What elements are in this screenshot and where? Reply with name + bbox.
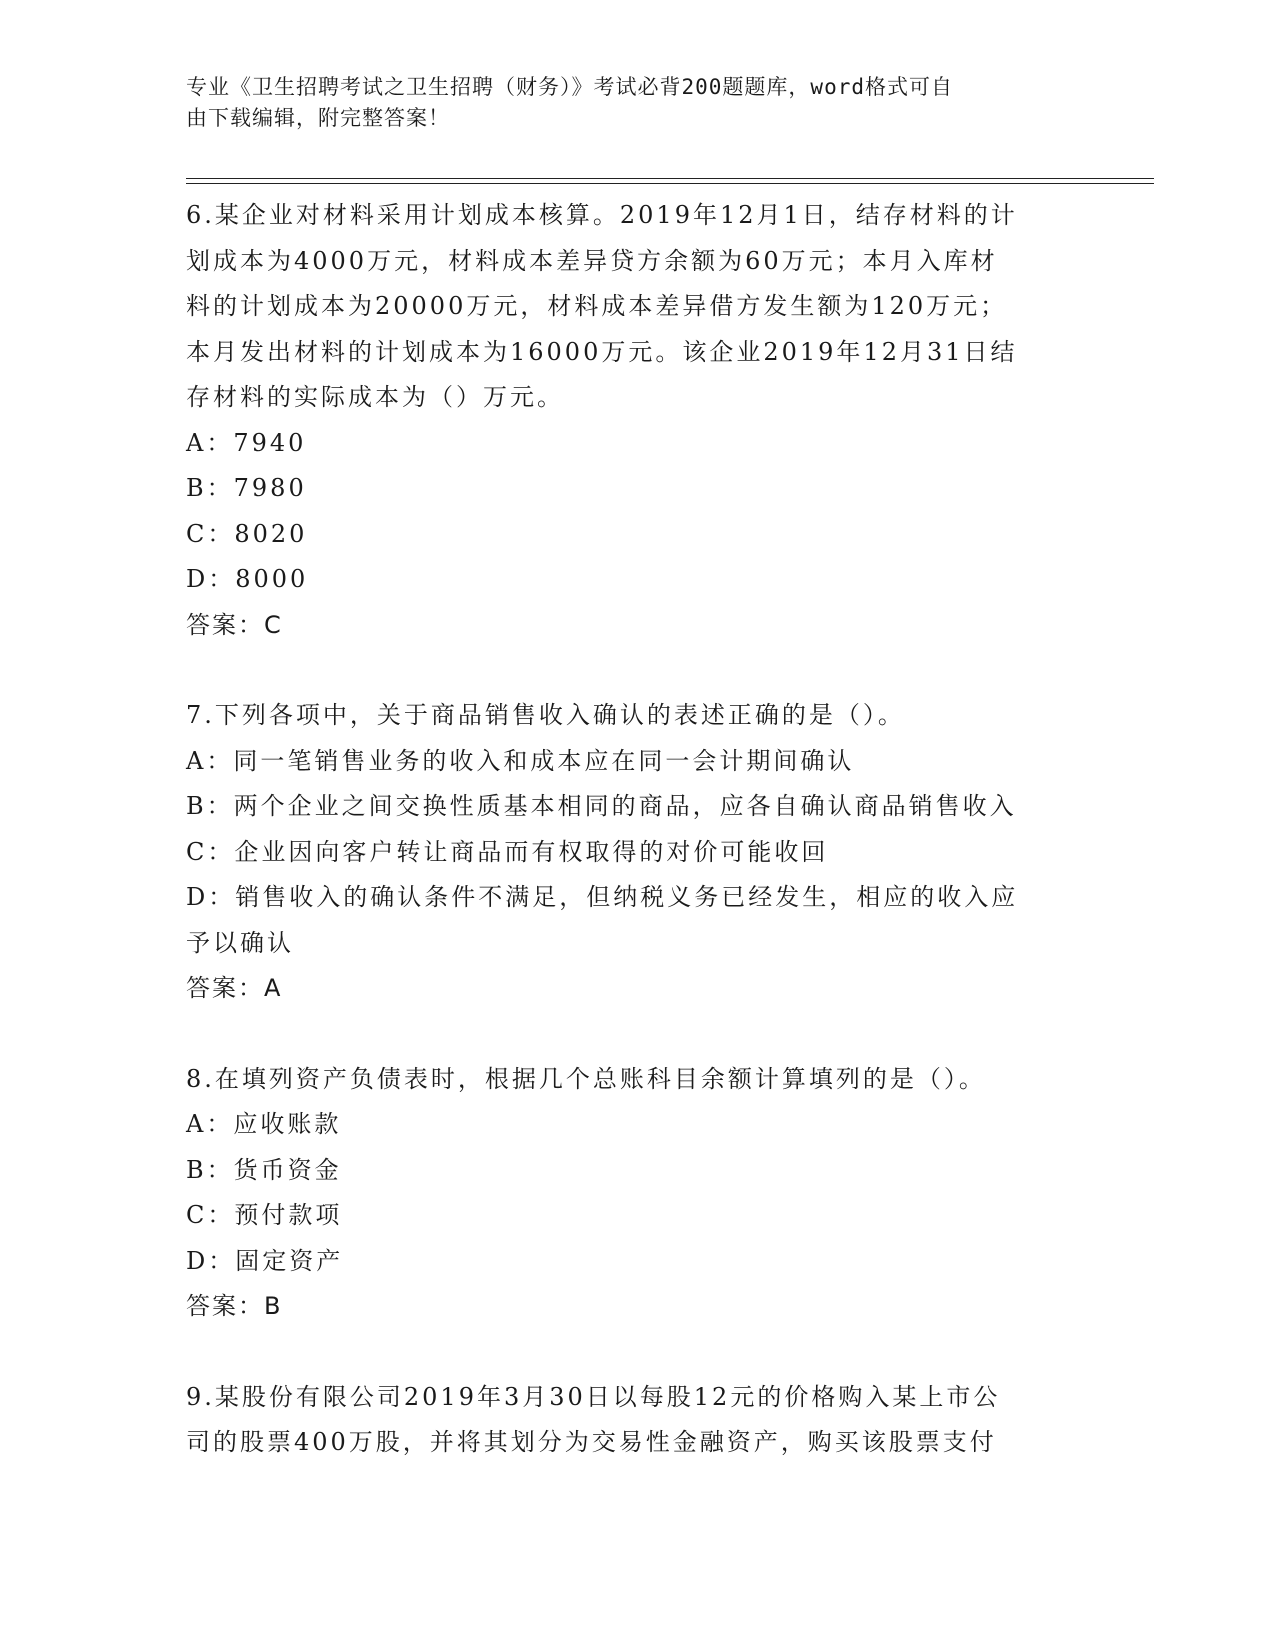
option-a: A：同一笔销售业务的收入和成本应在同一会计期间确认 — [186, 746, 855, 775]
option-d: D：8000 — [186, 565, 309, 593]
question-stem-line: 存材料的实际成本为（）万元。 — [186, 383, 564, 411]
answer: 答案：B — [186, 1292, 283, 1320]
option-b: B：两个企业之间交换性质基本相同的商品，应各自确认商品销售收入 — [186, 792, 1017, 820]
option-b: B：货币资金 — [186, 1155, 342, 1184]
question-6 — [186, 193, 1076, 648]
question-stem-line: 7.下列各项中，关于商品销售收入确认的表述正确的是（）。 — [186, 701, 905, 729]
document-header — [186, 72, 1066, 134]
option-a: A：7940 — [186, 428, 307, 457]
header-line: 由下载编辑，附完整答案！ — [186, 106, 450, 130]
question-stem-line: 6.某企业对材料采用计划成本核算。2019年12月1日，结存材料的计 — [186, 201, 1018, 229]
option-d: D：固定资产 — [186, 1246, 344, 1275]
question-7 — [186, 693, 1076, 1012]
question-stem-line: 本月发出材料的计划成本为16000万元。该企业2019年12月31日结 — [186, 337, 1018, 366]
option-c: C：预付款项 — [186, 1201, 343, 1229]
answer: 答案：C — [186, 610, 283, 639]
option-b: B：7980 — [186, 474, 307, 502]
option-d-continued: 予以确认 — [186, 928, 294, 957]
question-stem-line: 料的计划成本为20000万元，材料成本差异借方发生额为120万元； — [186, 292, 1008, 320]
question-list — [186, 193, 1076, 1466]
question-8 — [186, 1057, 1076, 1330]
option-c: C：8020 — [186, 519, 308, 548]
question-9 — [186, 1375, 1076, 1466]
header-line: 专业《卫生招聘考试之卫生招聘（财务）》考试必背200题题库，word格式可自 — [186, 75, 953, 99]
header-divider — [186, 178, 1154, 179]
question-spacer — [186, 1012, 1076, 1057]
question-stem-line: 划成本为4000万元，材料成本差异贷方余额为60万元；本月入库材 — [186, 246, 998, 275]
option-d: D：销售收入的确认条件不满足，但纳税义务已经发生，相应的收入应 — [186, 883, 1019, 911]
header-divider — [186, 183, 1154, 184]
question-stem-line: 司的股票400万股，并将其划分为交易性金融资产，购买该股票支付 — [186, 1428, 997, 1456]
option-c: C：企业因向客户转让商品而有权取得的对价可能收回 — [186, 837, 829, 866]
question-stem-line: 8.在填列资产负债表时，根据几个总账科目余额计算填列的是（）。 — [186, 1064, 986, 1093]
question-spacer — [186, 648, 1076, 693]
answer: 答案：A — [186, 974, 283, 1002]
question-stem-line: 9.某股份有限公司2019年3月30日以每股12元的价格购入某上市公 — [186, 1382, 1001, 1411]
question-spacer — [186, 1330, 1076, 1375]
option-a: A：应收账款 — [186, 1110, 342, 1138]
